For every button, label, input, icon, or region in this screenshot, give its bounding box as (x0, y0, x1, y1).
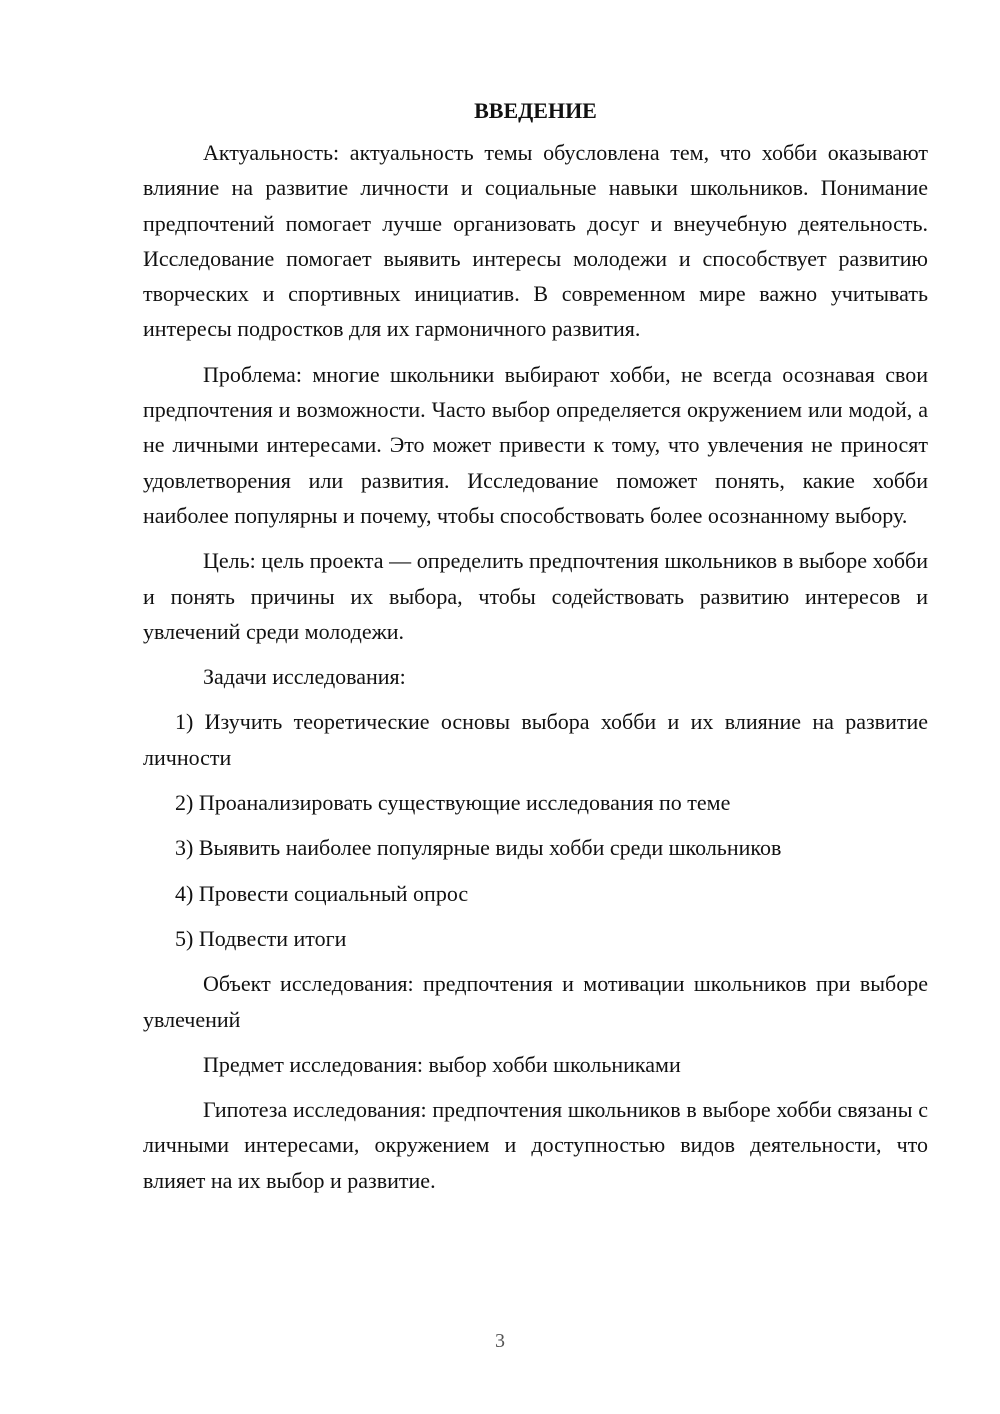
section-heading: ВВЕДЕНИЕ (474, 98, 597, 123)
goal-paragraph: Цель: цель проекта — определить предпочтения школьников в выборе хобби и понять причины их выбора, чтобы содействовать развитию интересов и увлечений среди молодежи. (143, 548, 928, 644)
task-item: 2) Проанализировать существующие исследования по теме (175, 790, 731, 816)
task-item: 5) Подвести итоги (175, 925, 347, 951)
relevance-paragraph: Актуальность: актуальность темы обусловлена тем, что хобби оказывают влияние на развитие личности и социальные навыки школьников. Понимание предпочтений помогает лучше организовать досуг и внеучебную деятельность. Исследование помогает выявить интересы молодежи и способствует развитию творческих и спортивных инициатив. В современном мире важно учитывать интересы подростков для их гармоничного развития. (143, 140, 928, 342)
object-paragraph: Объект исследования: предпочтения и мотивации школьников при выборе увлечений (143, 971, 928, 1032)
page-number: 3 (495, 1330, 505, 1352)
tasks-heading: Задачи исследования: (203, 664, 406, 690)
document-body (143, 95, 928, 1208)
task-item: 1) Изучить теоретические основы выбора хобби и их влияние на развитие личности (143, 709, 928, 770)
subject-paragraph: Предмет исследования: выбор хобби школьниками (203, 1051, 681, 1077)
problem-paragraph: Проблема: многие школьники выбирают хобби, не всегда осознавая свои предпочтения и возможности. Часто выбор определяется окружением или модой, а не личными интересами. Это может привести к тому, что увлечения не приносят удовлетворения или развития. Исследование поможет понять, какие хобби наиболее популярны и почему, чтобы способствовать более осознанному выбору. (143, 361, 928, 528)
task-item: 4) Провести социальный опрос (175, 880, 469, 906)
hypothesis-paragraph: Гипотеза исследования: предпочтения школьников в выборе хобби связаны с личными интересами, окружением и доступностью видов деятельности, что влияет на их выбор и развитие. (143, 1097, 928, 1193)
task-item: 3) Выявить наиболее популярные виды хобби среди школьников (175, 835, 782, 861)
